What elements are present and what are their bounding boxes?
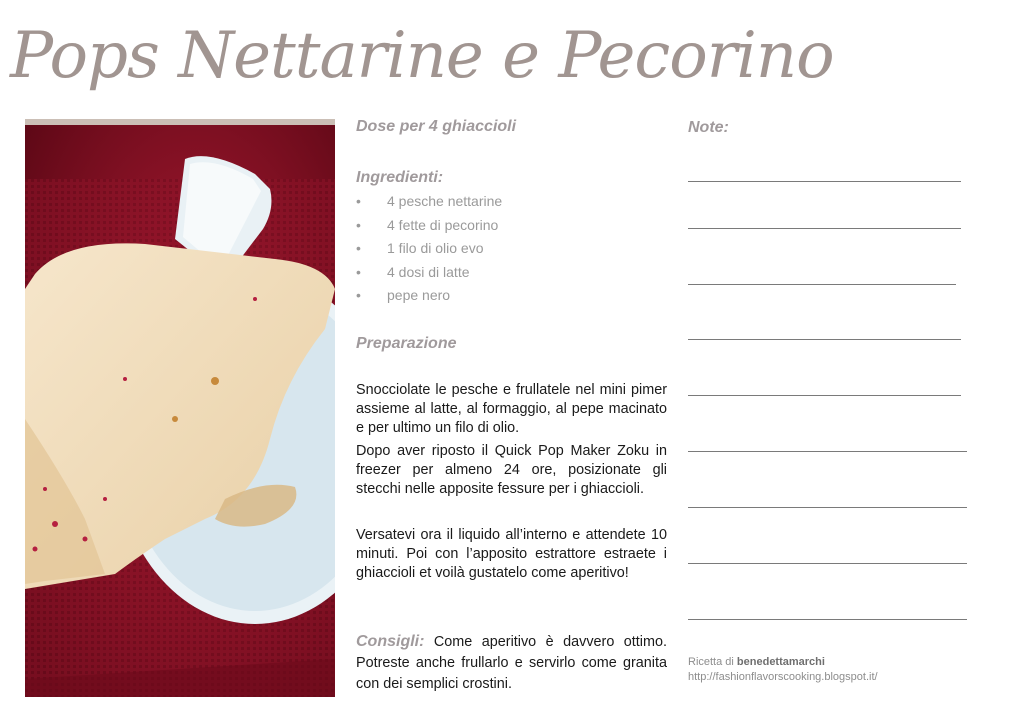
ingredient-label: 4 dosi di latte [387,263,470,280]
ingredient-label: 1 filo di olio evo [387,240,484,256]
preparation-step: Versatevi ora il liquido all’interno e attendete 10 minuti. Poi con l’apposito estrattore estraete i ghiaccioli et voilà gustatelo come aperitivo! [356,527,667,581]
note-line [688,619,967,620]
credit-prefix: Ricetta di [688,656,737,668]
bullet-icon: • [356,263,361,280]
note-line [688,181,961,182]
ingredient-label: 4 fette di pecorino [387,216,499,233]
note-line [688,284,956,285]
credit-url[interactable]: http://fashionflavorscooking.blogspot.it/ [688,671,878,683]
note-line [688,228,961,229]
note-line [688,563,967,564]
list-item [356,237,656,261]
note-line [688,339,961,340]
ingredient-label: pepe nero [387,287,451,303]
bullet-icon: • [356,193,361,209]
recipe-credit [688,655,825,669]
popsicle-photo [25,119,335,697]
preparation-heading: Preparazione [356,335,457,352]
note-line [688,507,967,508]
notes-heading: Note: [688,119,729,136]
list-item [356,261,656,285]
note-line [688,451,967,452]
credit-author: benedettamarchi [736,656,825,668]
ingredients-heading: Ingredienti: [356,169,444,186]
list-item [356,284,656,308]
bullet-icon: • [356,240,361,256]
list-item [356,190,656,214]
note-line [688,395,961,396]
bullet-icon: • [356,287,361,303]
preparation-step: Dopo aver riposto il Quick Pop Maker Zoku in freezer per almeno 24 ore, posizionate gli stecchi nelle apposite fessure per i ghiaccioli. [356,443,667,497]
recipe-title: Pops Nettarine e Pecorino [10,19,834,93]
tips-text: Come aperitivo è davvero ottimo. Potreste anche frullarlo e servirlo come granita con dei semplici crostini. [356,634,667,692]
bullet-icon: • [356,216,361,233]
preparation-step: Snocciolate le pesche e frullatele nel mini pimer assieme al latte, al formaggio, al pepe macinato e per ultimo un filo di olio. [356,382,667,436]
serving-size: Dose per 4 ghiaccioli [356,118,517,135]
ingredients-list [356,190,656,308]
list-item [356,214,656,238]
ingredient-label: 4 pesche nettarine [387,193,503,209]
tips-label: Consigli: [356,633,425,650]
tips-block [356,631,667,695]
